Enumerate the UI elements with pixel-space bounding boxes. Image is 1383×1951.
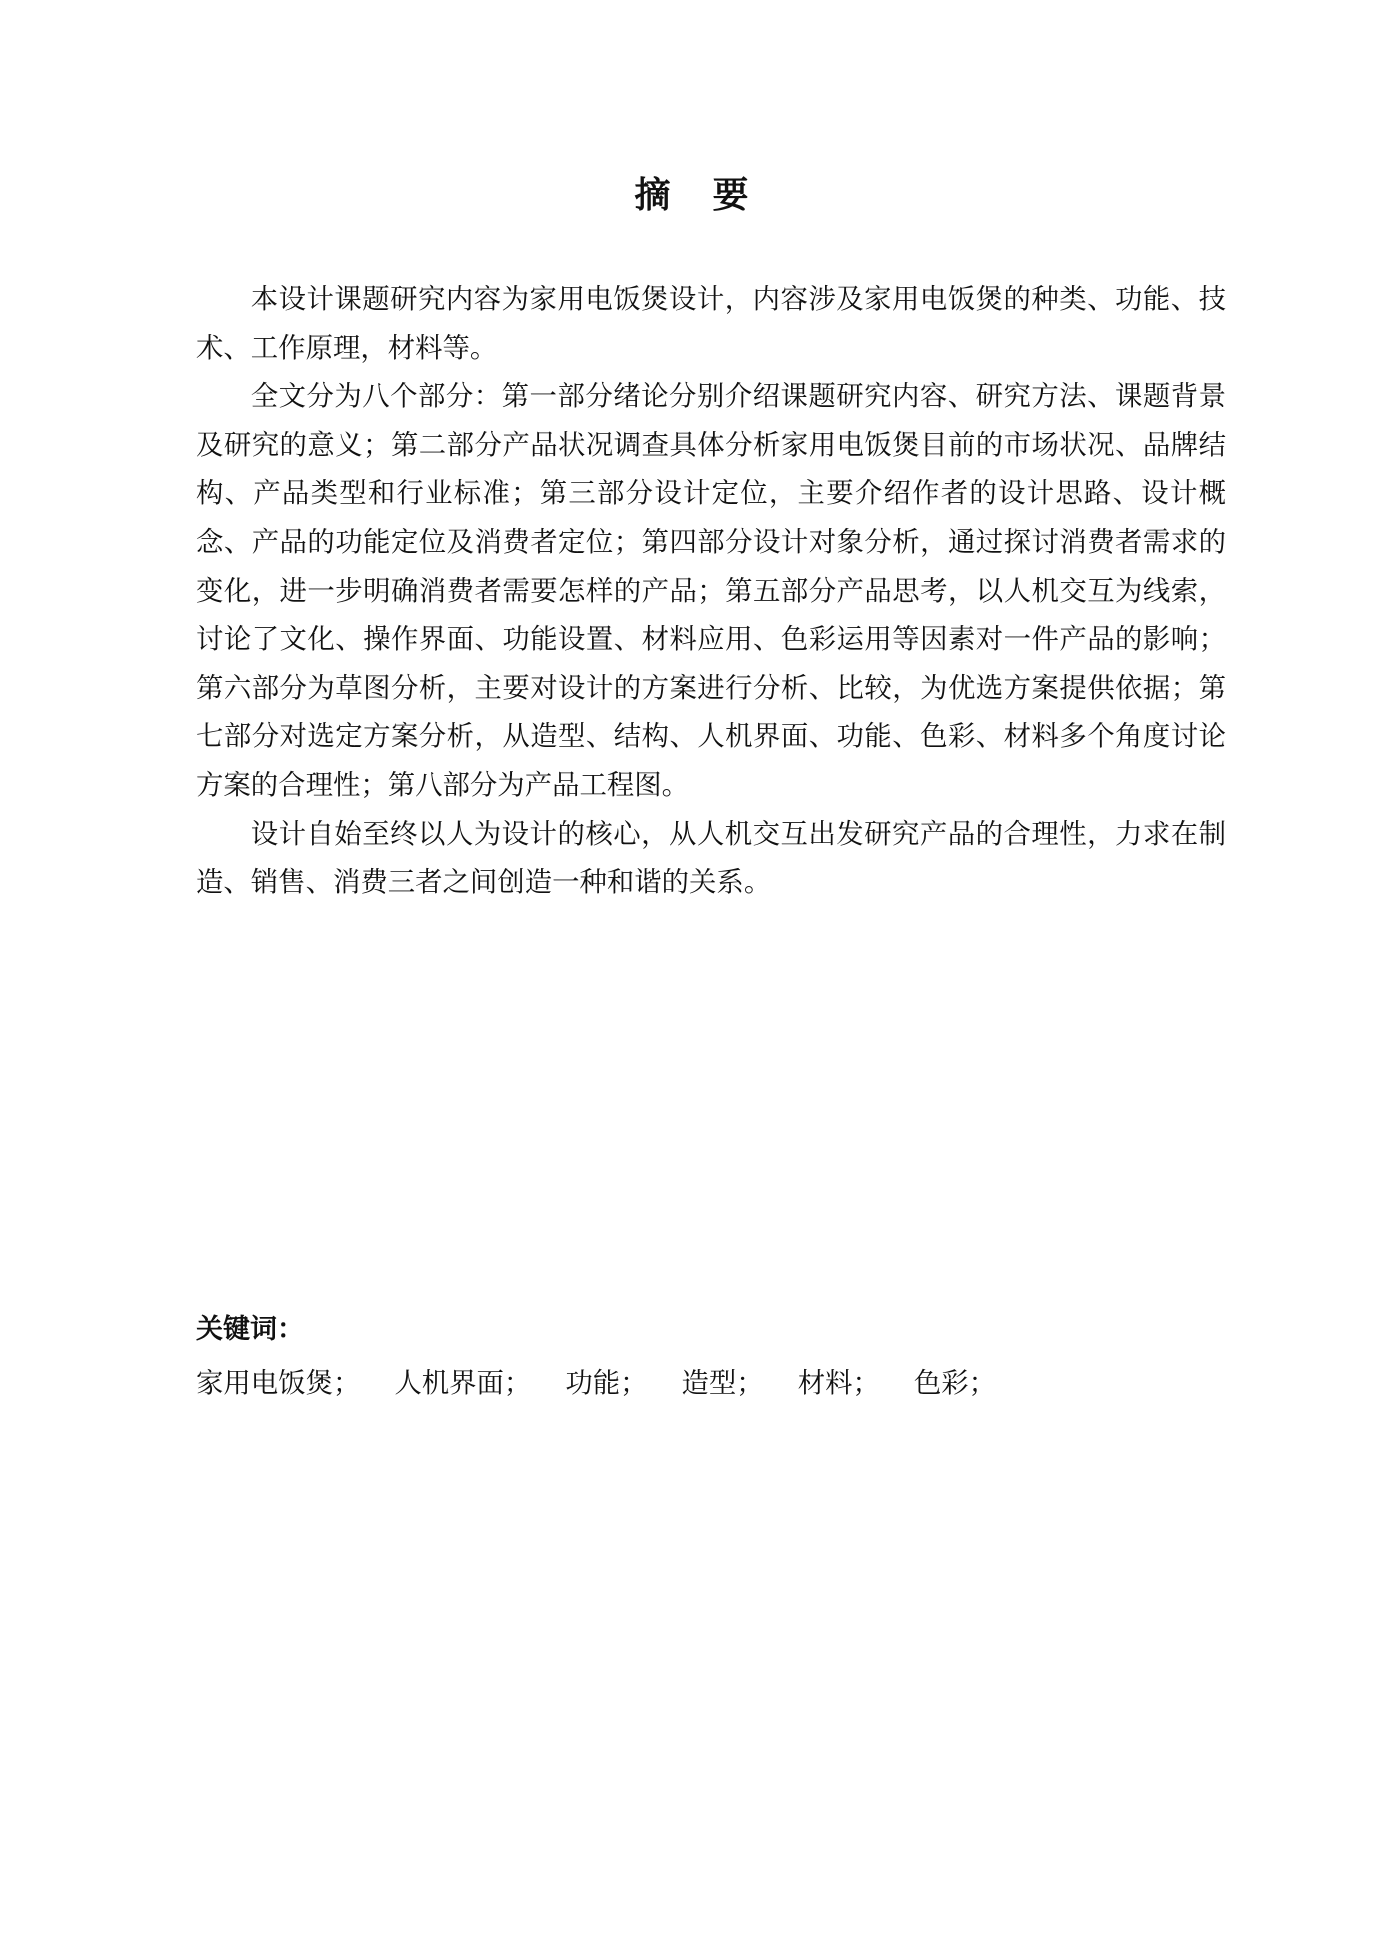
abstract-title (0, 172, 1383, 220)
keyword-item: 色彩； (913, 1368, 997, 1399)
keyword-item: 造型； (681, 1368, 764, 1399)
keyword-item: 功能； (565, 1368, 648, 1399)
abstract-paragraph-3: 设计自始至终以人为设计的核心，从人机交互出发研究产品的合理性，力求在制造、销售、消费三者之间创造一种和谐的关系。 (196, 818, 1226, 899)
abstract-body (196, 276, 1226, 908)
abstract-paragraph-1: 本设计课题研究内容为家用电饭煲设计，内容涉及家用电饭煲的种类、功能、技术、工作原理，材料等。 (196, 284, 1226, 364)
abstract-title-char-2: 要 (712, 175, 749, 216)
abstract-paragraph-2: 全文分为八个部分：第一部分绪论分别介绍课题研究内容、研究方法、课题背景及研究的意义；第二部分产品状况调查具体分析家用电饭煲目前的市场状况、品牌结构、产品类型和行业标准；第三部分设计定位，主要介绍作者的设计思路、设计概念、产品的功能定位及消费者定位；第四部分设计对象分析，通过探讨消费者需求的变化，进一步明确消费者需要怎样的产品；第五部分产品思考，以人机交互为线索，讨论了文化、操作界面、功能设置、材料应用、色彩运用等因素对一件产品的影响；第六部分为草图分析，主要对设计的方案进行分析、比较，为优选方案提供依据；第七部分对选定方案分析，从造型、结构、人机界面、功能、色彩、材料多个角度讨论方案的合理性；第八部分为产品工程图。 (196, 381, 1226, 801)
keywords-label: 关键词： (196, 1314, 304, 1345)
keywords-list (196, 1364, 1030, 1404)
keyword-item: 家用电饭煲； (196, 1368, 361, 1399)
keyword-item: 材料； (797, 1368, 880, 1399)
keyword-item: 人机界面； (394, 1368, 532, 1399)
abstract-title-char-1: 摘 (634, 175, 671, 216)
